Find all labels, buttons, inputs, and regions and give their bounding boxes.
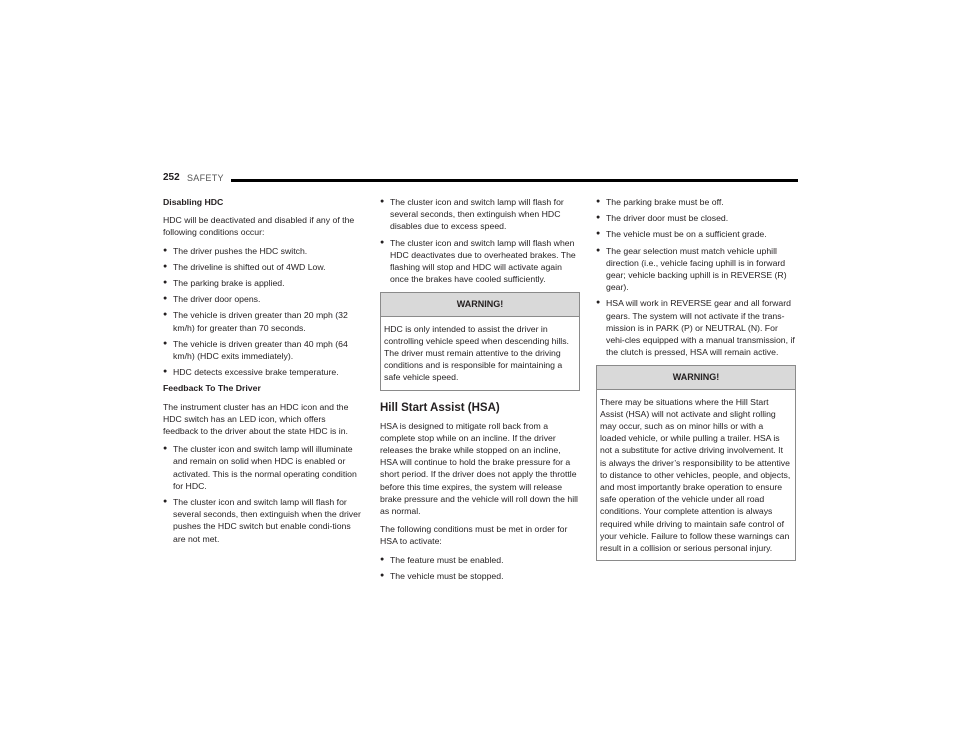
- list-item: ● The driver door must be closed.: [596, 212, 796, 224]
- header-rule: [231, 179, 798, 182]
- bullet-list: [380, 196, 580, 285]
- bullet-list: [163, 245, 363, 379]
- paragraph: HSA is designed to mitigate roll back from a complete stop while on an incline. If the driver releases the brake while stopped on an incline, HSA will continue to hold the brake pressure for a short period. If the driver does not apply the throttle before this time expires, the system will release brake pressure and the vehicle will roll down the hill as normal.: [380, 420, 578, 517]
- list-item: ● The gear selection must match vehicle uphill direction (i.e., vehicle facing uphill is in forward gear; vehicle backing uphill is in REVERSE (R) gear).: [596, 245, 796, 294]
- list-item: ● The vehicle must be on a sufficient grade.: [596, 228, 796, 240]
- warning-box-hdc: [380, 292, 580, 390]
- list-item: ● HSA will work in REVERSE gear and all forward gears. The system will not activate if the trans-mission is in PARK (P) or NEUTRAL (N). For vehi-cles equipped with a manual transmission, if the clutch is pressed, HSA will remain active.: [596, 297, 796, 358]
- warning-text: HDC is only intended to assist the driver in controlling vehicle speed when descending hills. The driver must remain attentive to the driving conditions and is responsible for maintaining a safe vehicle speed.: [384, 323, 569, 383]
- page-header: [163, 172, 798, 186]
- list-item: ● The feature must be enabled.: [380, 554, 580, 566]
- list-item: ● The parking brake must be off.: [596, 196, 796, 208]
- column-left: [163, 196, 363, 549]
- bullet-list: [163, 443, 363, 545]
- warning-text: There may be situations where the Hill Start Assist (HSA) will not activate and slight rolling may occur, such as on minor hills or with a loaded vehicle, or while pulling a trailer. HSA is not a substitute for active driving involvement. It is always the driver’s responsibility to be attentive to distance to other vehicles, people, and objects, and most importantly brake operation to ensure safe operation of the vehicle under all road conditions. Your complete attention is always required while driving to maintain safe control of your vehicle. Failure to follow these warnings can result in a collision or serious personal injury.: [600, 396, 791, 554]
- column-right: [596, 196, 796, 571]
- paragraph: The instrument cluster has an HDC icon and the HDC switch has an LED icon, which offers feedback to the driver about the state HDC is in.: [163, 401, 349, 437]
- list-item: ● The cluster icon and switch lamp will illuminate and remain on solid when HDC is enabled or activated. This is the normal operating condition for HDC.: [163, 443, 363, 492]
- list-item: ● The cluster icon and switch lamp will flash for several seconds, then extinguish when the driver pushes the HDC switch but enable condi-tions are not met.: [163, 496, 363, 545]
- list-item: ● The vehicle is driven greater than 20 mph (32 km/h) for greater than 70 seconds.: [163, 309, 363, 333]
- list-item: ● The cluster icon and switch lamp will flash when HDC deactivates due to overheated brakes. The flashing will stop and HDC will activate again once the brakes have cooled sufficiently.: [380, 237, 580, 286]
- warning-box-hsa: [596, 365, 796, 561]
- bullet-list: [380, 554, 580, 582]
- warning-title: WARNING!: [381, 293, 579, 316]
- list-item: ● The vehicle is driven greater than 40 mph (64 km/h) (HDC exits immediately).: [163, 338, 363, 362]
- section-heading-hsa: Hill Start Assist (HSA): [380, 401, 500, 414]
- list-item: ● The driveline is shifted out of 4WD Low.: [163, 261, 363, 273]
- list-item: ● The cluster icon and switch lamp will flash for several seconds, then extinguish when HDC disables due to excess speed.: [380, 196, 580, 233]
- subheading-disabling-hdc: Disabling HDC: [163, 197, 224, 207]
- page-number: 252: [163, 172, 180, 183]
- paragraph: The following conditions must be met in order for HSA to activate:: [380, 524, 568, 547]
- list-item: ● HDC detects excessive brake temperature.: [163, 366, 363, 378]
- subheading-feedback: Feedback To The Driver: [163, 383, 261, 394]
- list-item: ● The vehicle must be stopped.: [380, 570, 580, 582]
- paragraph: HDC will be deactivated and disabled if any of the following conditions occur:: [163, 215, 355, 238]
- section-title: SAFETY: [187, 173, 224, 183]
- list-item: ● The driver pushes the HDC switch.: [163, 245, 363, 257]
- bullet-list: [596, 196, 796, 358]
- list-item: ● The parking brake is applied.: [163, 277, 363, 289]
- list-item: ● The driver door opens.: [163, 293, 363, 305]
- column-middle: [380, 196, 580, 586]
- warning-title: WARNING!: [597, 366, 795, 389]
